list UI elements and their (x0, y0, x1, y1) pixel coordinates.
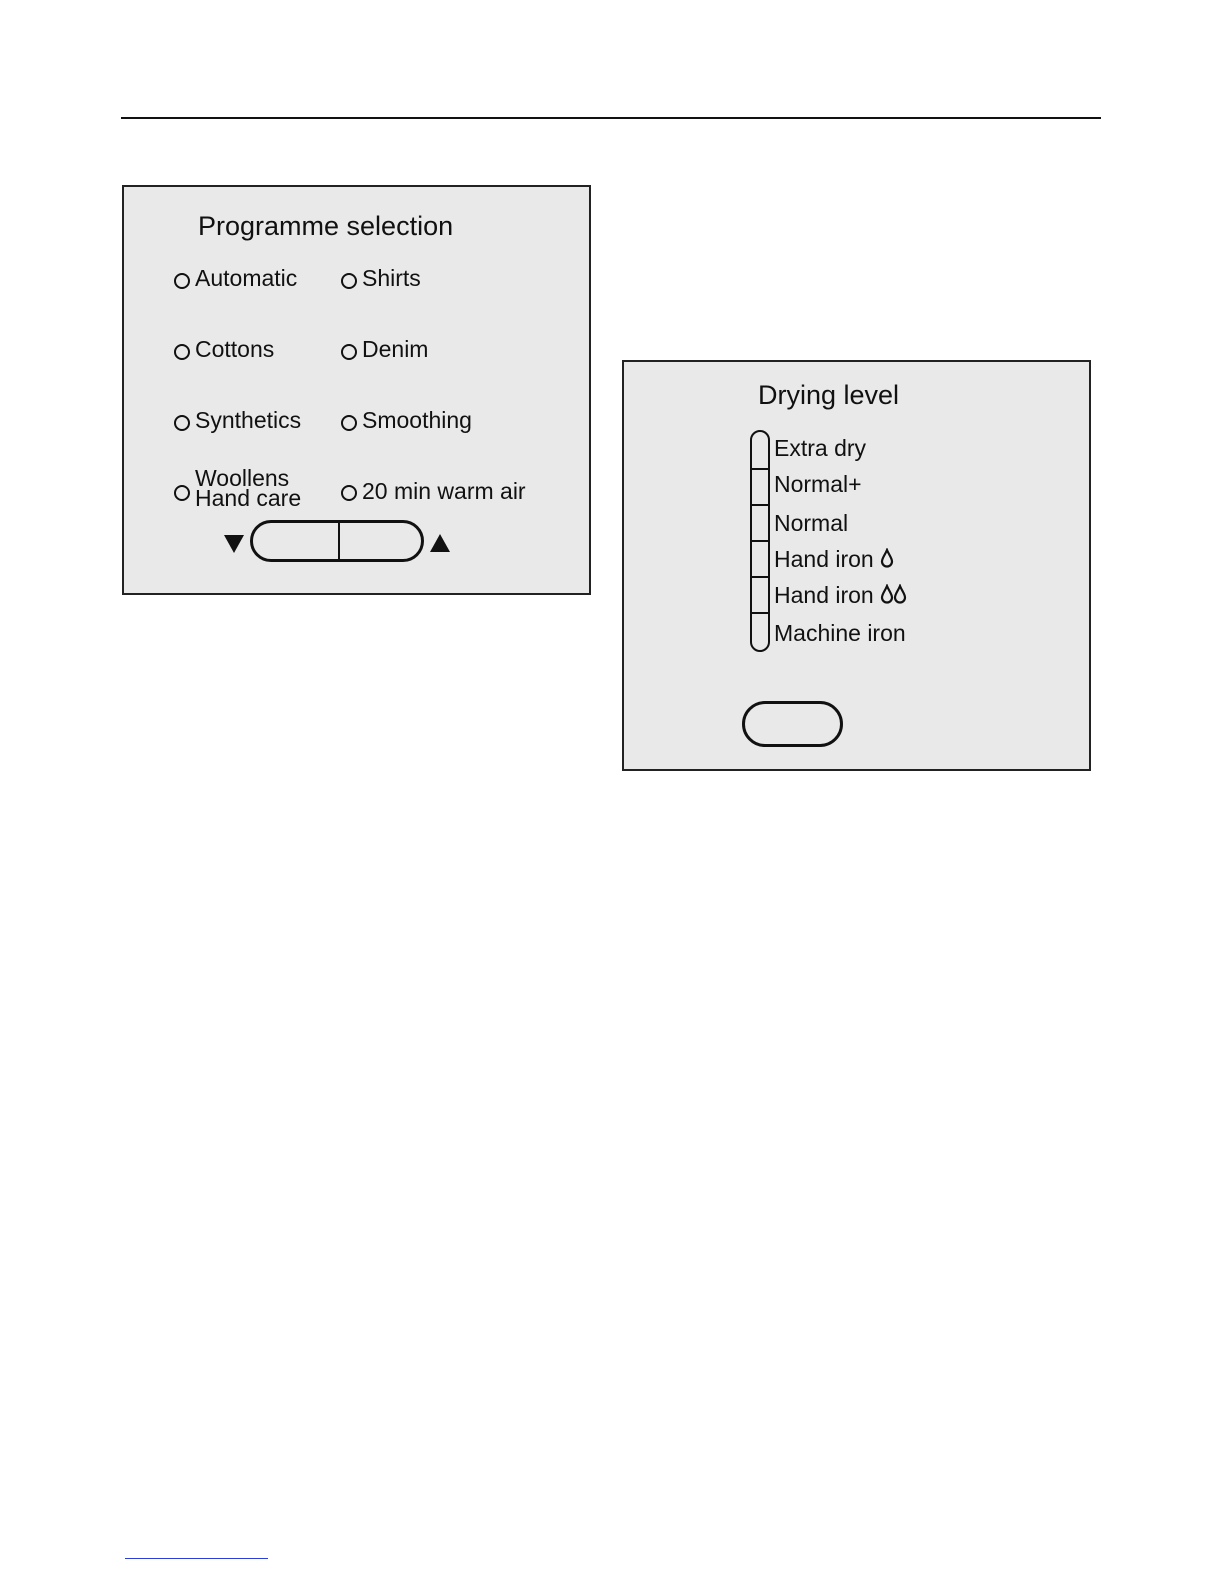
drying-level-button[interactable] (742, 701, 843, 747)
top-rule (121, 117, 1101, 119)
scale-segment-divider (752, 612, 768, 614)
drying-level-hand-iron-1 (774, 546, 894, 573)
programme-selection-title: Programme selection (198, 211, 454, 241)
programme-option-label: Synthetics (195, 407, 302, 433)
double-drop-icon (880, 584, 908, 604)
drying-level-hand-iron-2 (774, 582, 908, 609)
programme-option-label: 20 min warm air (362, 478, 526, 504)
drying-level-title: Drying level (758, 380, 900, 410)
programme-option-label: Denim (362, 336, 429, 362)
indicator-led-icon (174, 415, 190, 431)
programme-option-label: Cottons (195, 336, 275, 362)
scale-segment-divider (752, 468, 768, 470)
indicator-led-icon (341, 415, 357, 431)
drying-level-normal (774, 510, 848, 537)
triangle-down-icon (224, 535, 244, 553)
indicator-led-icon (341, 344, 357, 360)
drying-level-label: Hand iron (774, 546, 874, 572)
programme-option-label-line2: Hand care (195, 484, 302, 511)
drying-level-label: Normal+ (774, 471, 862, 497)
programme-option-label-line1: Woollens (195, 465, 290, 491)
programme-option-label: Smoothing (362, 407, 472, 433)
scale-segment-divider (752, 504, 768, 506)
bottom-rule (125, 1558, 268, 1559)
scale-segment-divider (752, 576, 768, 578)
drying-level-indicator-bar (750, 430, 770, 652)
single-drop-icon (880, 548, 894, 568)
indicator-led-icon (174, 485, 190, 501)
indicator-led-icon (341, 485, 357, 501)
drying-level-normal-plus (774, 471, 862, 498)
drying-level-machine-iron (774, 620, 906, 647)
programme-rocker-button[interactable] (250, 520, 424, 562)
programme-option-label (195, 465, 302, 511)
scale-segment-divider (752, 540, 768, 542)
drying-level-extra-dry (774, 435, 866, 462)
rocker-divider (338, 523, 340, 559)
drying-level-panel (622, 360, 1091, 771)
drying-level-label: Extra dry (774, 435, 867, 461)
indicator-led-icon (341, 273, 357, 289)
programme-option-label: Automatic (195, 265, 298, 291)
programme-selection-panel (122, 185, 591, 595)
triangle-up-icon (430, 534, 450, 552)
drying-level-label: Hand iron (774, 582, 874, 608)
drying-level-label: Normal (774, 510, 849, 536)
indicator-led-icon (174, 273, 190, 289)
programme-option-label: Shirts (362, 265, 421, 291)
indicator-led-icon (174, 344, 190, 360)
drying-level-label: Machine iron (774, 620, 906, 646)
